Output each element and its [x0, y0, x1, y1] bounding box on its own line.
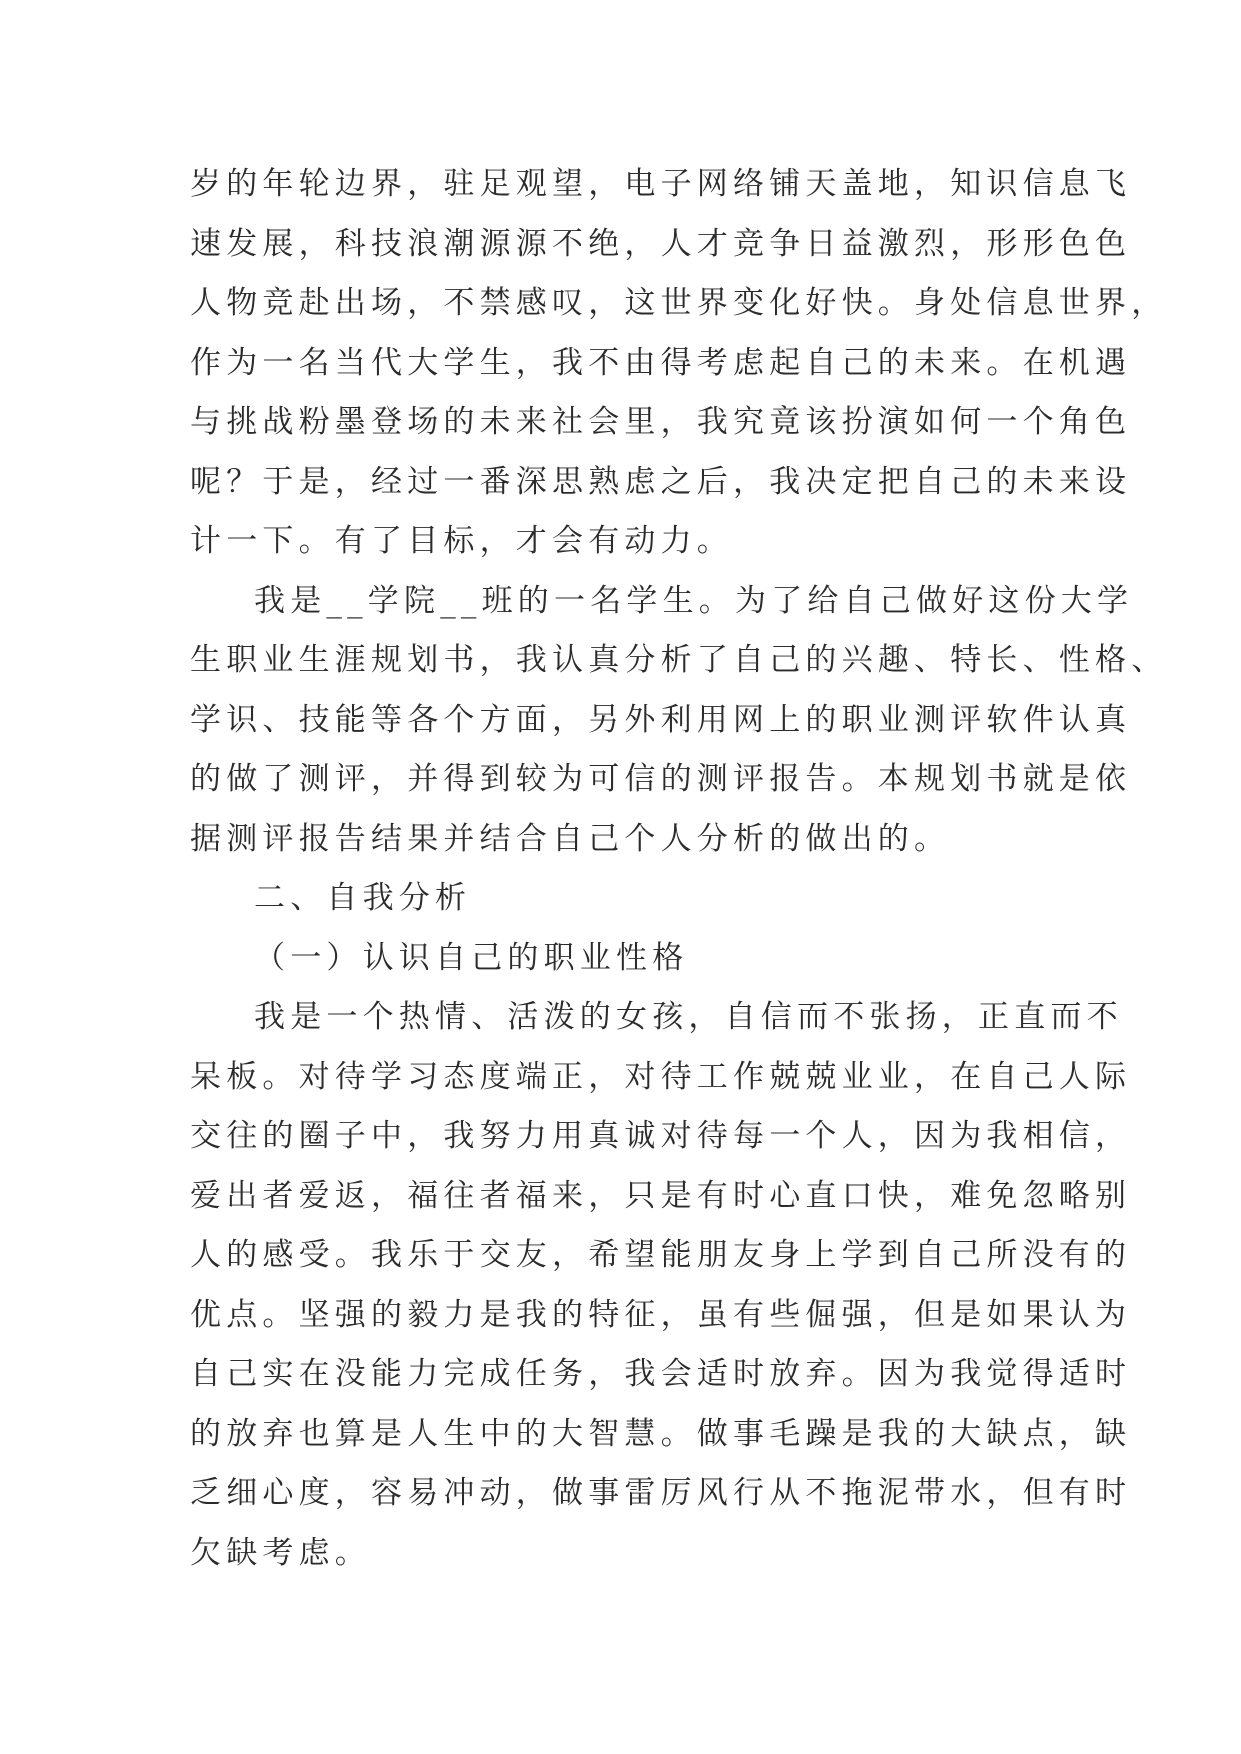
text-line: 据测评报告结果并结合自己个人分析的做出的。	[190, 820, 951, 857]
text-line: 优点。坚强的毅力是我的特征，虽有些倔强，但是如果认为	[190, 1296, 1132, 1333]
text-line: 计一下。有了目标，才会有动力。	[190, 523, 733, 559]
text-line: 乏细心度，容易冲动，做事雷厉风行从不拖泥带水，但有时	[190, 1475, 1132, 1511]
text-line: 速发展，科技浪潮源源不绝，人才竞争日益激烈，形形色色	[190, 225, 1132, 262]
text-line: 人的感受。我乐于交友，希望能朋友身上学到自己所没有的	[190, 1237, 1132, 1273]
text-line: 二、自我分析	[254, 880, 472, 916]
text-line: 呆板。对待学习态度端正，对待工作兢兢业业，在自己人际	[190, 1058, 1132, 1095]
document-body	[190, 155, 1168, 1583]
text-line: 自己实在没能力完成任务，我会适时放弃。因为我觉得适时	[190, 1356, 1132, 1392]
text-line: 作为一名当代大学生，我不由得考虑起自己的未来。在机遇	[190, 344, 1132, 381]
text-line: 爱出者爱返，福往者福来，只是有时心直口快，难免忽略别	[190, 1177, 1132, 1214]
text-line: 交往的圈子中，我努力用真诚对待每一个人，因为我相信，	[190, 1118, 1132, 1154]
text-line: 欠缺考虑。	[190, 1534, 371, 1571]
text-line: 的做了测评，并得到较为可信的测评报告。本规划书就是依	[190, 761, 1132, 797]
text-line: 人物竞赴出场，不禁感叹，这世界变化好快。身处信息世界，	[190, 285, 1168, 321]
text-line: 学识、技能等各个方面，另外利用网上的职业测评软件认真	[190, 701, 1132, 738]
text-line: 与挑战粉墨登场的未来社会里，我究竟该扮演如何一个角色	[190, 404, 1132, 440]
text-line: 的放弃也算是人生中的大智慧。做事毛躁是我的大缺点，缺	[190, 1415, 1132, 1452]
text-line: 呢？于是，经过一番深思熟虑之后，我决定把自己的未来设	[190, 463, 1132, 500]
text-line: 我是一个热情、活泼的女孩，自信而不张扬，正直而不	[254, 999, 1123, 1035]
text-line: （一）认识自己的职业性格	[254, 939, 689, 976]
text-line: 岁的年轮边界，驻足观望，电子网络铺天盖地，知识信息飞	[190, 166, 1132, 202]
text-line: 我是__学院__班的一名学生。为了给自己做好这份大学	[254, 582, 1134, 619]
text-line: 生职业生涯规划书，我认真分析了自己的兴趣、特长、性格、	[190, 642, 1168, 678]
